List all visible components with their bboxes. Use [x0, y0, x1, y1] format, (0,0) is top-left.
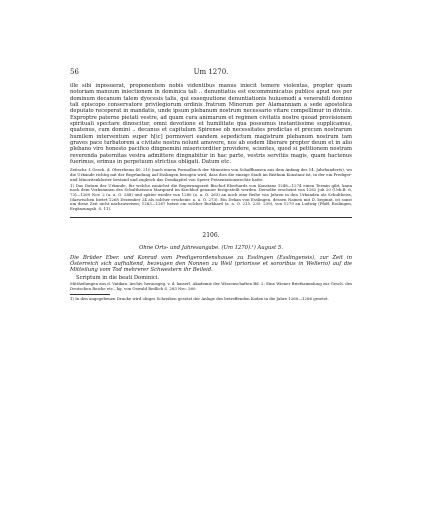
section-divider — [70, 217, 352, 218]
footnote-rule — [70, 294, 110, 295]
main-text — [70, 83, 352, 165]
document-page — [70, 68, 352, 302]
edition-reference: Mittheilungen aus d. Vatikan. Archiv, herausgeg. v. d. kaiserl. Akademie der Wissenschaften Bd. 2: Eine Wiener Briefsammlung zur Gesch. des Deutschen Reiche etc., hg. von Oswald Redlich S. 283 Nro. 260. — [70, 280, 352, 291]
entry-heading: Ohne Orts- und Jahresangabe. (Um 1270).¹) August 5. — [139, 244, 283, 251]
entry-incipit: Scriptum in die beati Dominici. — [76, 274, 160, 281]
footnote-source: Zeitschr. f. Gesch. d. Oberrheins 40, 210 (nach einem Formelbuch der Minoriten von Schaffhausen aus dem Anfang des 14. Jahrhunderts), wo die Urkunde richtig mit der Begründung auf Esslingen bezogen wird, dass dies die einzige Stadt im Bisthum Konstanz ist, in der ein Prediger- und Minoritenkloster bestand und zugleich das Domkapitel von Speier Präsentationsrechte hatte. — [70, 167, 352, 182]
entry-edition — [70, 282, 352, 291]
entry-regest: Die Brüder Eber. und Konrad vom Predigerordenshause zu Esslingen (Esslingensis), zur Zeit in Österreich sich aufhaltend, bezeugen den Nonnen zu Weil (priorisse et sororibus in Wellerio) auf die Mitteilung vom Tod mehrerer Schwestern ihr Beileid. — [70, 254, 352, 274]
page-number: 56 — [70, 68, 79, 76]
entry-footnotes — [70, 297, 352, 302]
main-paragraph: ille sibi inposuerat, proponentem nobis videntibus manus iniecit temere violentas, propter quam notoriam manuum iniectionem in dominica tali .. denuntiatus est excommunicatus publice apud nos per dominum decanum talem dyocesis talis, qui exsequutione denuntiationis huiusmodi a venerabili domino tali episcopo conservatore privilegiorum ordinis fratrum Minorum per Alamanniam a sede apostolica deputato receperat in mandatis, unde ipsum plebanum nostrum necessario vitare compellimur in divinis. Exproptre paterne pietati vestre, ad quam cura animarum et regimen civitatis nostre quoad provisionem spirituali spectare dinoscitur, omni devotione et humilitate qua possumus instantissime supplicamus, quatenus, cum domini .. decanus et capitulum Spirense ob necessitates predictas et precum nostrarum humilem interventum super h[ic] pormoveri eandem sepedictum magistrum plebanum nostrum tam graves pace turbatorem a civitate nostra nolunt amovere, nos ab eodem liberare propter deum et in alio plebano viro honesto pacifico dingnemini misericorditer providere, scientes, quod si petitionem nostram reverenda paternitas vestra admittere dingnabitur in hac parte, vestris servitiis magis, quam hactenus fuerimus, erimus in perpetuum strictius obligati. Datum etc. — [70, 83, 352, 166]
footnotes — [70, 168, 352, 211]
entry-number: 2106. — [202, 231, 220, 239]
entry-footnote-1: 1) In den angegebenen Drucke wird obiges Schreiben gesetzt der Anlage des betreffenden Kodex in die Jahre 1260—1286 gesetzt. — [70, 296, 329, 302]
running-year: Um 1270. — [193, 68, 229, 76]
page-header — [70, 68, 352, 78]
footnote-1: 1) Das Datum der Urkunde, für welche zunächst die Regierungszeit Bischof Eberhards von Konstanz 1248—1274 einen Termin gibt, kann nach dem Vorkommen des Schultheissen Marquard im Kirchhof genauer festgestellt werden. Derselbe erscheint von 1262 Juli 20 (Urk.B. 6, 73)—1269 Nov. 2 (a. a. O. 288) und später wieder von 1280 (a. a. O. 263) an noch eine Reihe von Jahren in den Urkunden als Schultheiss, (dazwischen bietet 1268 Dezember 24 als solcher erscheint: a. a. O. 273). Ein Dekan von Esslingen, dessen Namen mit D. beginnt, ist sonst um diese Zeit nicht nachzuweisen; 1263—1267 heisst ein solcher Burkhard (a. a. O. 215. 235. 239), von 1279 an Ludwig (Pfaff, Esslingen, Ergänzungsb. S. 11). — [70, 182, 352, 211]
